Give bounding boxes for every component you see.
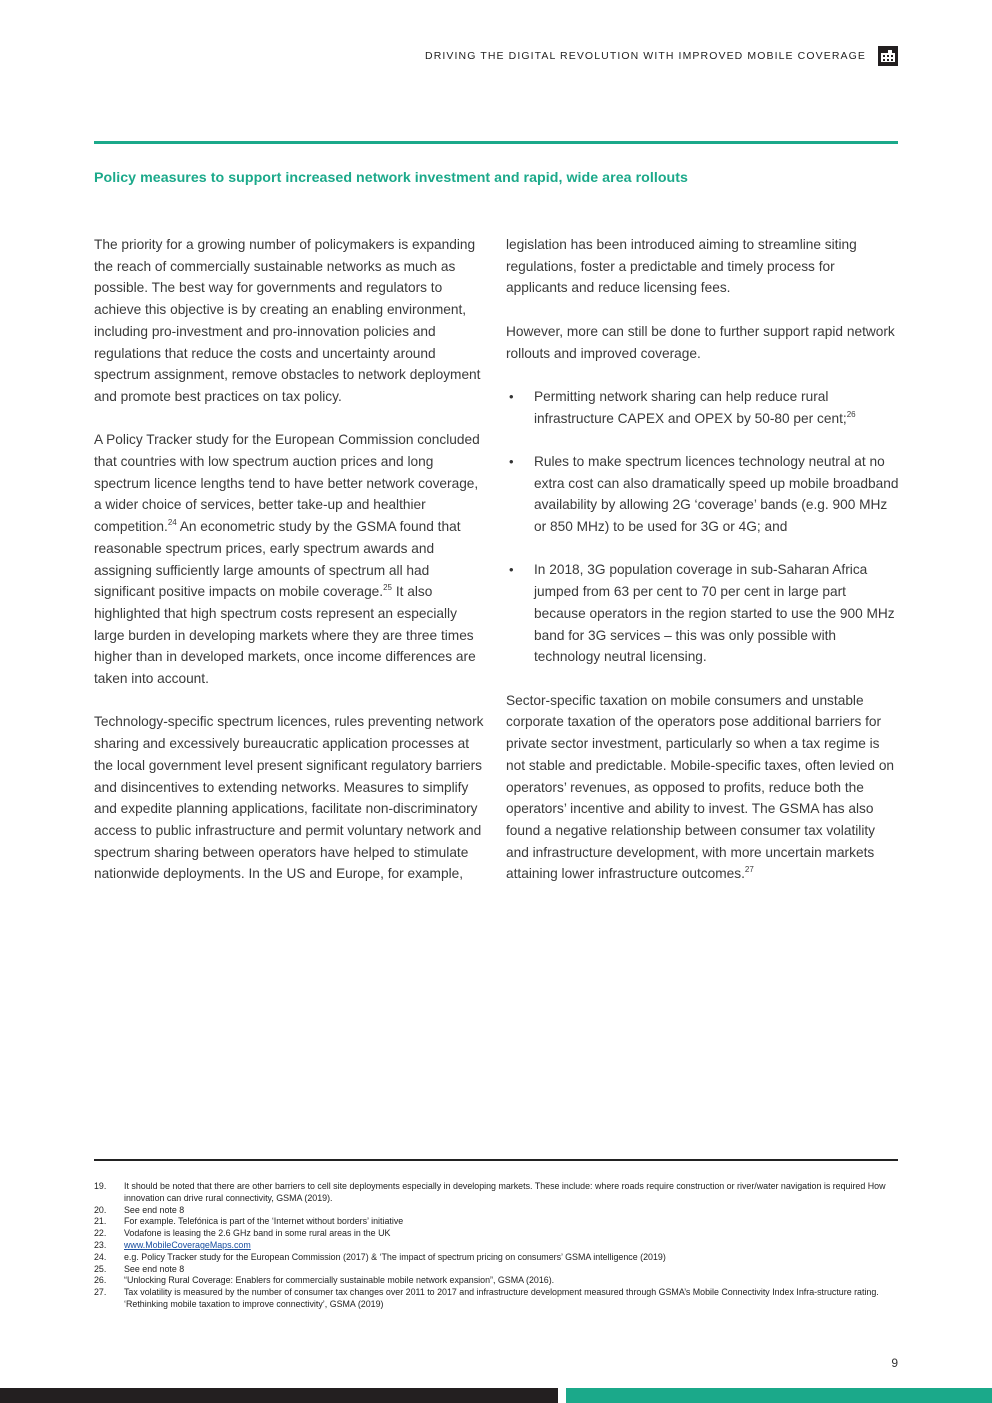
footnote-number: 24.	[94, 1251, 107, 1262]
left-column	[94, 234, 487, 885]
running-header: DRIVING THE DIGITAL REVOLUTION WITH IMPROVED MOBILE COVERAGE	[425, 50, 866, 62]
footnote-text: Tax volatility is measured by the number of consumer tax changes over 2011 to 2017 and infrastructure development measured through GSMA’s Mobile Connectivity Index Infra-structure rating. ‘Rethinking mobile taxation to improve connectivity’, GSMA (2019)	[124, 1287, 879, 1309]
footer-bar-dark	[0, 1388, 558, 1403]
footnote-number: 20.	[94, 1204, 107, 1215]
paragraph-text: Sector-specific taxation on mobile consumers and unstable corporate taxation of the operators pose additional barriers for private sector investment, particularly so when a tax regime is not stable and predictable. Mobile-specific taxes, often levied on operators’ revenues, as opposed to profits, reduce both the operators’ incentive and ability to invest. The GSMA has also found a negative relationship between consumer tax volatility and infrastructure development, with more uncertain markets attaining lower infrastructure outcomes.	[506, 692, 895, 882]
paragraph-taxation	[506, 690, 899, 885]
footnote-23	[94, 1240, 898, 1252]
list-item	[506, 559, 899, 668]
list-item-text: Permitting network sharing can help reduce rural infrastructure CAPEX and OPEX by 50-80 per cent;	[534, 388, 847, 426]
list-item-text: In 2018, 3G population coverage in sub-Saharan Africa jumped from 63 per cent to 70 per cent in large part because operators in the region started to use the 900 MHz band for 3G services – this was only possible with technology neutral licensing.	[534, 562, 895, 665]
footnote-20	[94, 1205, 898, 1217]
paragraph-more-can-be-done: However, more can still be done to further support rapid network rollouts and improved coverage.	[506, 323, 895, 361]
mobile-coverage-maps-link[interactable]: www.MobileCoverageMaps.com	[124, 1239, 251, 1250]
section-divider	[94, 141, 898, 144]
paragraph-text: An econometric study by the GSMA found that reasonable spectrum prices, early spectrum awards and assigning sufficiently large amounts of spectrum all had significant positive impacts on mobile coverage.	[94, 519, 461, 600]
building-icon	[878, 46, 898, 66]
footnote-number: 25.	[94, 1263, 107, 1274]
footer-bar-teal	[566, 1388, 992, 1403]
bullet-icon: •	[509, 388, 514, 404]
footnote-22	[94, 1228, 898, 1240]
footnote-text: For example. Telefónica is part of the ‘Internet without borders’ initiative	[124, 1216, 404, 1227]
footnote-number: 27.	[94, 1287, 107, 1298]
footnote-27	[94, 1287, 898, 1311]
footnote-text: See end note 8	[124, 1204, 185, 1215]
paragraph-legislation: legislation has been introduced aiming to streamline siting regulations, foster a predictable and timely process for applicants and reduce licensing fees.	[506, 237, 857, 296]
footnote-ref-24[interactable]: 24	[167, 518, 177, 528]
footnote-number: 22.	[94, 1228, 107, 1239]
footnote-26	[94, 1275, 898, 1287]
footnote-21	[94, 1216, 898, 1228]
footnote-text: “Unlocking Rural Coverage: Enablers for commercially sustainable mobile network expansion”, GSMA (2016).	[124, 1275, 555, 1286]
paragraph-text: A Policy Tracker study for the European Commission concluded that countries with low spectrum auction prices and long spectrum licence lengths tend to have better network coverage, a wider choice of services, better take-up and healthier competition.	[94, 432, 480, 535]
footnote-25	[94, 1264, 898, 1276]
paragraph-regulatory-barriers: Technology-specific spectrum licences, rules preventing network sharing and excessively bureaucratic application processes at the local government level present significant regulatory barriers and disincentives to extending networks. Measures to simplify and expedite planning applications, facilitate non-discriminatory access to public infrastructure and permit voluntary network and spectrum sharing between operators have helped to stimulate nationwide deployments. In the US and Europe, for example,	[94, 714, 484, 882]
page-number: 9	[891, 1356, 898, 1370]
footnotes	[94, 1181, 898, 1311]
footnote-24	[94, 1252, 898, 1264]
right-column	[506, 234, 899, 885]
footnote-number: 26.	[94, 1275, 107, 1286]
section-title: Policy measures to support increased network investment and rapid, wide area rollouts	[94, 170, 688, 186]
footnote-ref-27[interactable]: 27	[744, 865, 754, 875]
paragraph-policy-tracker	[94, 429, 487, 689]
footnote-ref-26[interactable]: 26	[846, 409, 856, 419]
footnote-text: Vodafone is leasing the 2.6 GHz band in some rural areas in the UK	[124, 1228, 391, 1239]
footnote-text: See end note 8	[124, 1263, 185, 1274]
list-item	[506, 451, 899, 538]
paragraph-policy-priority: The priority for a growing number of policymakers is expanding the reach of commercially sustainable networks as much as possible. The best way for governments and regulators to achieve this objective is by creating an enabling environment, including pro-investment and pro-innovation policies and regulations that reduce the costs and uncertainty around spectrum assignment, remove obstacles to network deployment and promote best practices on tax policy.	[94, 237, 481, 404]
bullet-icon: •	[509, 453, 514, 469]
bullet-icon: •	[509, 562, 514, 578]
list-item	[506, 386, 899, 429]
footnote-number: 23.	[94, 1239, 107, 1250]
footnote-text: It should be noted that there are other barriers to cell site deployments especially in developing markets. These include: where roads require construction or river/water navigation is required How innovation can drive rural connectivity, GSMA (2019).	[124, 1181, 886, 1203]
bullet-list	[506, 386, 899, 668]
footnote-number: 19.	[94, 1181, 107, 1191]
footnote-text: e.g. Policy Tracker study for the European Commission (2017) & ‘The impact of spectrum pricing on consumers’ GSMA intelligence (2019)	[124, 1251, 666, 1262]
footnote-divider	[94, 1159, 898, 1161]
paragraph-text: It also highlighted that high spectrum costs represent an especially large burden in developing markets where they are three times higher than in developed markets, once income differences are taken into account.	[94, 584, 476, 687]
footnote-ref-25[interactable]: 25	[383, 583, 393, 593]
footnote-19	[94, 1181, 898, 1205]
footnote-number: 21.	[94, 1216, 107, 1227]
list-item-text: Rules to make spectrum licences technology neutral at no extra cost can also dramatically speed up mobile broadband availability by allowing 2G ‘coverage’ bands (e.g. 900 MHz or 850 MHz) to be used for 3G or 4G; and	[534, 453, 899, 535]
